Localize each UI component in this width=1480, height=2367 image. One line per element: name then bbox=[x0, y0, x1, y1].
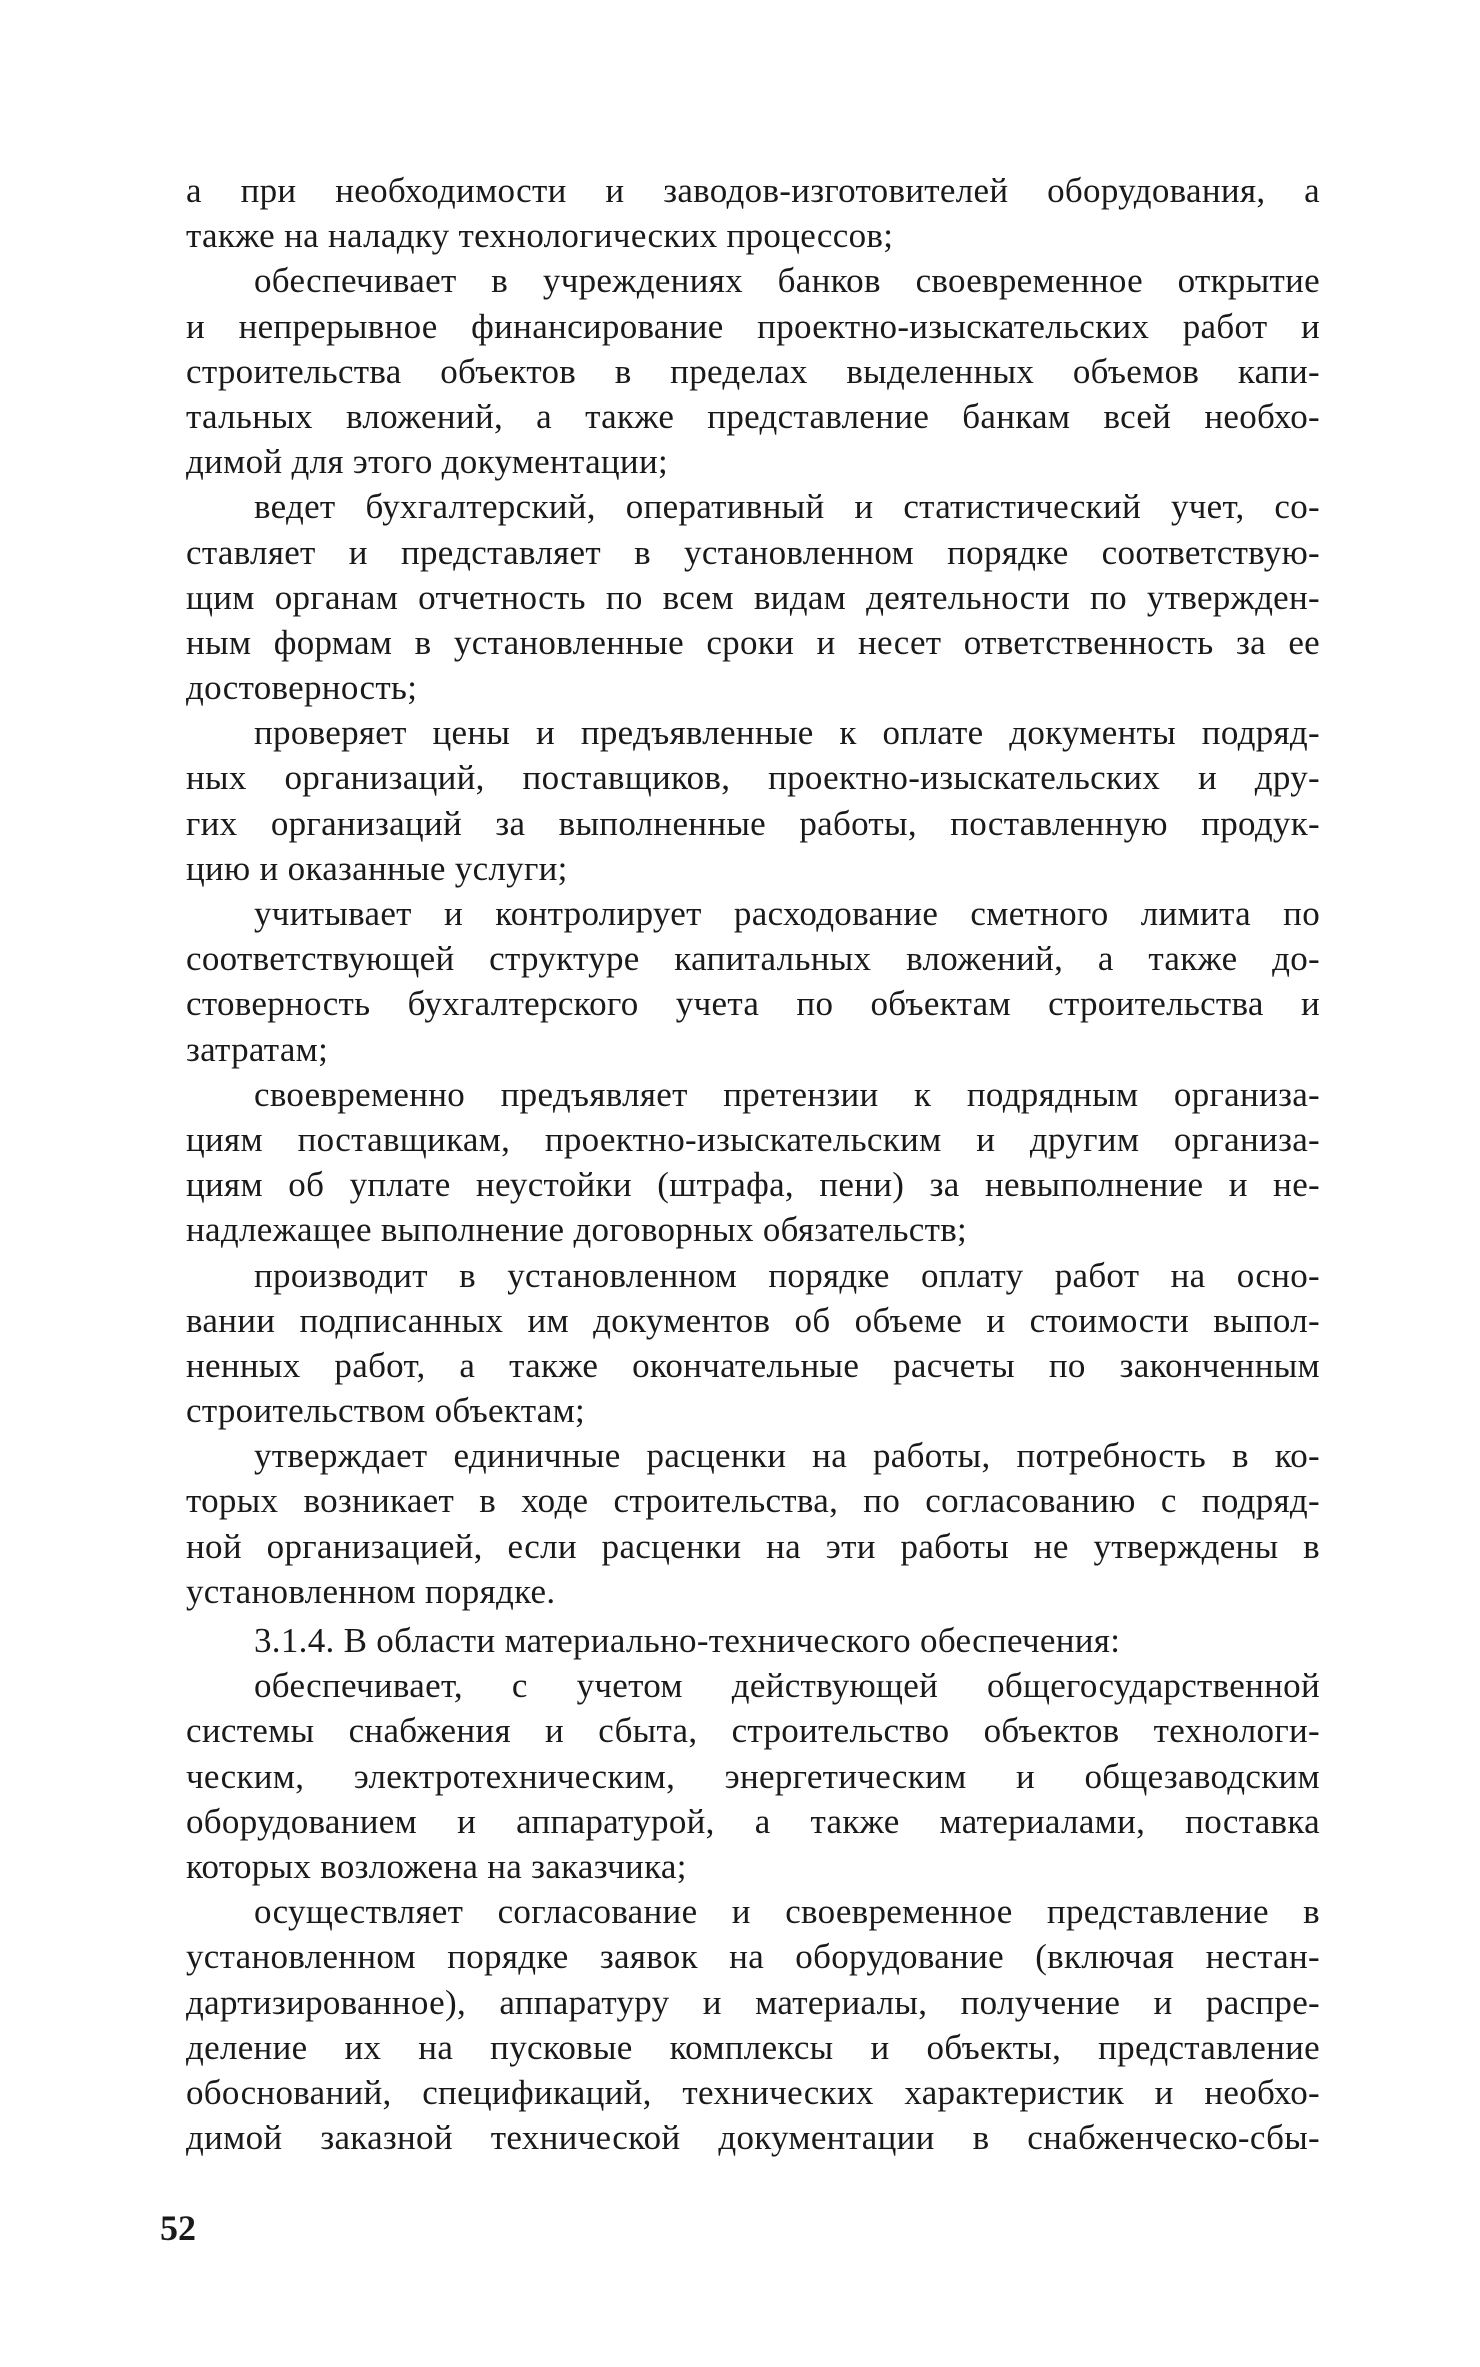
text-line: ставляет и представляет в установленном порядке соответствую- bbox=[186, 532, 1320, 572]
text-line: затратам; bbox=[186, 1029, 329, 1069]
text-line: утверждает единичные расценки на работы, потребность в ко- bbox=[254, 1436, 1320, 1476]
text-line: обеспечивает в учреждениях банков своевременное открытие bbox=[254, 261, 1320, 301]
text-line: гих организаций за выполненные работы, поставленную продук- bbox=[186, 803, 1320, 843]
text-line: дартизированное), аппаратуру и материалы, получение и распре- bbox=[186, 1982, 1320, 2022]
text-line: достоверность; bbox=[186, 668, 418, 708]
text-line: установленном порядке заявок на оборудование (включая нестан- bbox=[186, 1937, 1320, 1977]
text-line: щим органам отчетность по всем видам деятельности по утвержден- bbox=[186, 577, 1320, 617]
text-line: димой заказной технической документации в снабженческо-сбы- bbox=[186, 2118, 1320, 2158]
section-heading: 3.1.4. В области материально-технического обеспечения: bbox=[254, 1621, 1121, 1660]
text-line: строительства объектов в пределах выделенных объемов капи- bbox=[186, 351, 1320, 391]
text-line: оборудованием и аппаратурой, а также материалами, поставка bbox=[186, 1801, 1320, 1841]
text-line: производит в установленном порядке оплату работ на осно- bbox=[254, 1255, 1320, 1295]
body-text bbox=[186, 168, 1320, 2160]
text-line: которых возложена на заказчика; bbox=[186, 1846, 687, 1886]
text-line: также на наладку технологических процессов; bbox=[186, 216, 894, 256]
text-line: димой для этого документации; bbox=[186, 442, 669, 482]
text-line: циям поставщикам, проектно-изыскательским и другим организа- bbox=[186, 1119, 1320, 1159]
text-line: строительством объектам; bbox=[186, 1391, 586, 1431]
text-line: вании подписанных им документов об объеме и стоимости выпол- bbox=[186, 1300, 1320, 1340]
text-line: ным формам в установленные сроки и несет ответственность за ее bbox=[186, 622, 1320, 662]
text-line: деление их на пусковые комплексы и объекты, представление bbox=[186, 2027, 1320, 2067]
text-line: тальных вложений, а также представление банкам всей необхо- bbox=[186, 396, 1320, 436]
text-line: обоснований, спецификаций, технических характеристик и необхо- bbox=[186, 2072, 1320, 2112]
text-line: и непрерывное финансирование проектно-изыскательских работ и bbox=[186, 306, 1320, 346]
text-line: а при необходимости и заводов-изготовителей оборудования, а bbox=[186, 171, 1320, 210]
text-line: надлежащее выполнение договорных обязательств; bbox=[186, 1210, 968, 1250]
text-line: ной организацией, если расценки на эти работы не утверждены в bbox=[186, 1526, 1320, 1566]
text-line: ных организаций, поставщиков, проектно-изыскательских и дру- bbox=[186, 758, 1320, 798]
text-line: обеспечивает, с учетом действующей общегосударственной bbox=[254, 1666, 1320, 1706]
text-line: соответствующей структуре капитальных вложений, а также до- bbox=[186, 939, 1320, 979]
text-line: установленном порядке. bbox=[186, 1571, 556, 1611]
text-line: учитывает и контролирует расходование сметного лимита по bbox=[254, 894, 1320, 933]
text-line: ненных работ, а также окончательные расчеты по законченным bbox=[186, 1345, 1320, 1385]
text-line: осуществляет согласование и своевременное представление в bbox=[254, 1892, 1320, 1932]
text-line: циям об уплате неустойки (штрафа, пени) за невыполнение и не- bbox=[186, 1165, 1320, 1205]
text-line: системы снабжения и сбыта, строительство объектов технологи- bbox=[186, 1711, 1320, 1751]
text-line: стоверность бухгалтерского учета по объектам строительства и bbox=[186, 984, 1320, 1024]
text-line: ведет бухгалтерский, оперативный и статистический учет, со- bbox=[254, 487, 1320, 527]
text-line: своевременно предъявляет претензии к подрядным организа- bbox=[254, 1074, 1320, 1114]
text-line: проверяет цены и предъявленные к оплате документы подряд- bbox=[254, 713, 1320, 753]
page-number: 52 bbox=[160, 2208, 196, 2248]
text-line: ческим, электротехническим, энергетическим и общезаводским bbox=[186, 1756, 1320, 1796]
text-line: торых возникает в ходе строительства, по согласованию с подряд- bbox=[186, 1481, 1320, 1521]
text-line: цию и оказанные услуги; bbox=[186, 848, 568, 888]
